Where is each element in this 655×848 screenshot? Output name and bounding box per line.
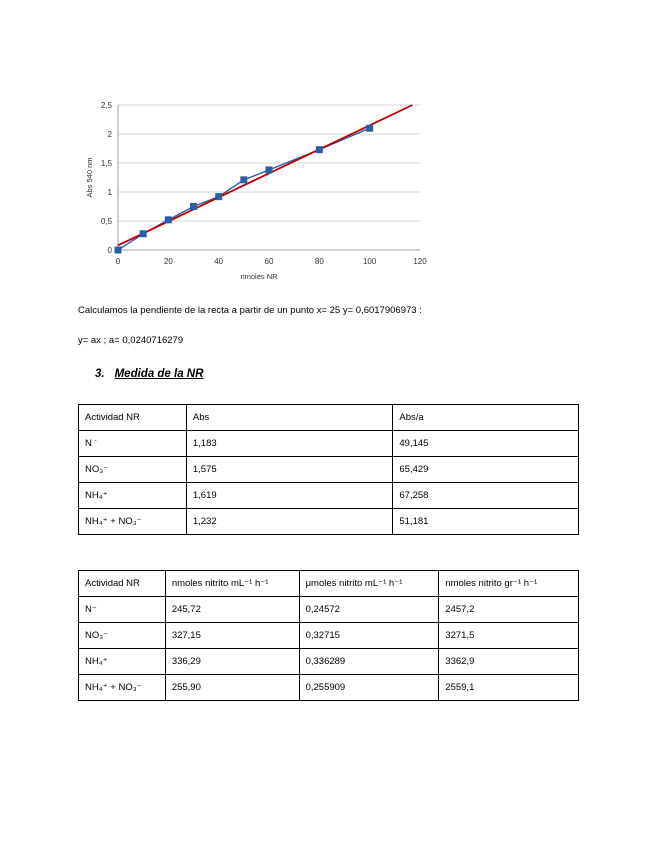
data-point <box>366 125 373 132</box>
data-point <box>316 146 323 153</box>
y-tick-label: 1,5 <box>100 159 112 168</box>
x-tick-label: 20 <box>163 257 173 266</box>
y-tick-label: 2 <box>107 130 112 139</box>
row-label: N⁻ <box>79 597 166 623</box>
row-label: NO₃⁻ <box>79 457 187 483</box>
header-cell: Abs <box>186 405 393 431</box>
table-row <box>79 649 579 675</box>
x-tick-label: 80 <box>314 257 324 266</box>
row-label: NO₃⁻ <box>79 623 166 649</box>
x-tick-label: 100 <box>362 257 377 266</box>
row-label: NH₄⁺ <box>79 649 166 675</box>
nmoles-gr-value: 3362,9 <box>439 649 579 675</box>
row-label: N - <box>79 431 187 457</box>
abs-value: 1,232 <box>186 509 393 535</box>
data-point <box>240 176 247 183</box>
table-row <box>79 483 579 509</box>
data-point <box>266 166 273 173</box>
umoles-ml-value: 0,32715 <box>299 623 439 649</box>
data-point <box>140 230 147 237</box>
calibration-chart <box>78 95 428 290</box>
header-cell: μmoles nitrito mL⁻¹ h⁻¹ <box>299 571 439 597</box>
section-heading <box>95 368 203 380</box>
x-axis-title: nmoles NR <box>240 272 278 281</box>
header-cell: Abs/a <box>393 405 579 431</box>
abs-value: 1,619 <box>186 483 393 509</box>
header-cell: nmoles nitrito gr⁻¹ h⁻¹ <box>439 571 579 597</box>
nmoles-ml-value: 327,15 <box>165 623 299 649</box>
data-point <box>215 193 222 200</box>
abs-a-value: 49,145 <box>393 431 579 457</box>
x-tick-label: 40 <box>214 257 224 266</box>
table-row <box>79 675 579 701</box>
abs-table <box>78 404 579 535</box>
y-tick-label: 2,5 <box>100 101 112 110</box>
header-cell: Actividad NR <box>79 571 166 597</box>
header-cell: nmoles nitrito mL⁻¹ h⁻¹ <box>165 571 299 597</box>
slope-text: Calculamos la pendiente de la recta a partir de un punto x= 25 y= 0,6017906973 : <box>78 305 422 316</box>
umoles-ml-value: 0,24572 <box>299 597 439 623</box>
section-number: 3. <box>95 368 105 380</box>
umoles-ml-value: 0,255909 <box>299 675 439 701</box>
abs-a-value: 51,181 <box>393 509 579 535</box>
abs-a-value: 67,258 <box>393 483 579 509</box>
table-header-row <box>79 405 579 431</box>
header-cell: Actividad NR <box>79 405 187 431</box>
nmoles-gr-value: 2559,1 <box>439 675 579 701</box>
y-tick-label: 0 <box>107 246 112 255</box>
abs-value: 1,575 <box>186 457 393 483</box>
data-point <box>165 216 172 223</box>
section-title: Medida de la NR <box>114 368 204 380</box>
nmoles-ml-value: 336,29 <box>165 649 299 675</box>
table-row <box>79 457 579 483</box>
table-row <box>79 597 579 623</box>
x-tick-label: 120 <box>413 257 427 266</box>
row-label: NH₄⁺ + NO₃⁻ <box>79 675 166 701</box>
y-tick-label: 1 <box>107 188 112 197</box>
row-label: NH₄⁺ + NO₃⁻ <box>79 509 187 535</box>
data-series-line <box>118 128 370 250</box>
row-label: NH₄⁺ <box>79 483 187 509</box>
nmoles-ml-value: 245,72 <box>165 597 299 623</box>
data-point <box>115 247 122 254</box>
table-header-row <box>79 571 579 597</box>
nmoles-gr-value: 2457,2 <box>439 597 579 623</box>
abs-a-value: 65,429 <box>393 457 579 483</box>
nmoles-ml-value: 255,90 <box>165 675 299 701</box>
x-tick-label: 60 <box>264 257 274 266</box>
table-row <box>79 623 579 649</box>
nmoles-gr-value: 3271,5 <box>439 623 579 649</box>
y-axis-title: Abs 540 nm <box>85 157 94 198</box>
y-tick-label: 0,5 <box>100 217 112 226</box>
equation-text: y= ax ; a= 0,0240716279 <box>78 335 184 346</box>
umoles-ml-value: 0,336289 <box>299 649 439 675</box>
table-row <box>79 509 579 535</box>
abs-value: 1,183 <box>186 431 393 457</box>
data-point <box>190 203 197 210</box>
nitrite-table <box>78 570 579 701</box>
x-tick-label: 0 <box>115 257 121 266</box>
table-row <box>79 431 579 457</box>
